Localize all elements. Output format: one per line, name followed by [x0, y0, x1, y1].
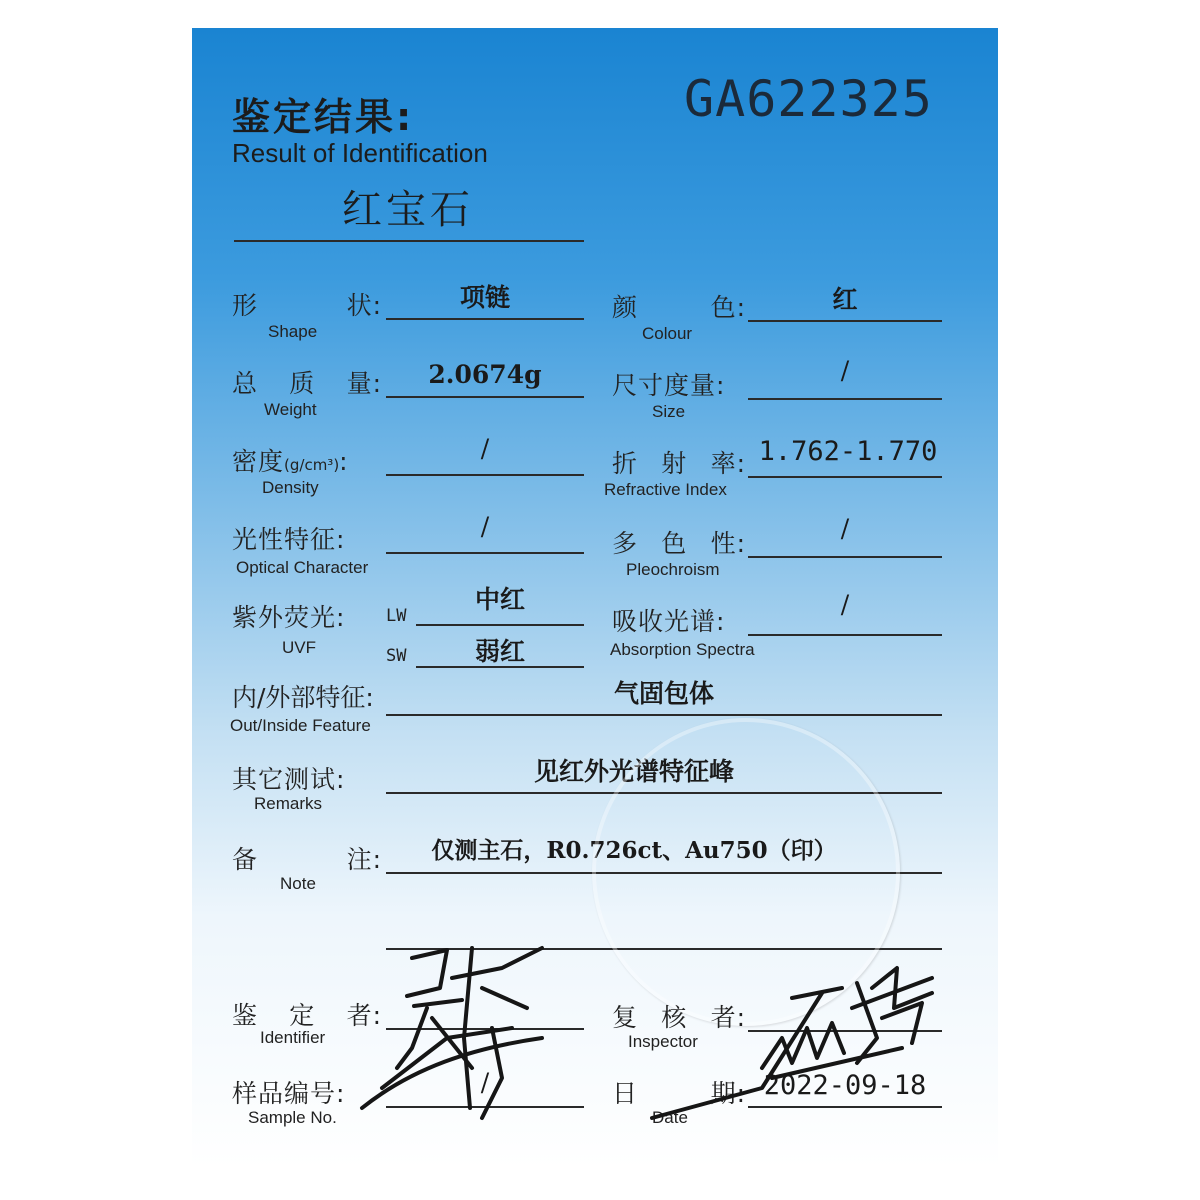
density-label: 密度(g/cm³):: [232, 447, 349, 476]
sample-no-label: 样品编号:: [232, 1079, 346, 1108]
sample-no-label-en: Sample No.: [248, 1108, 337, 1127]
title-english: Result of Identification: [232, 138, 488, 168]
weight-underline: [386, 396, 584, 398]
absorption-spectra-label-en: Absorption Spectra: [610, 640, 755, 659]
note-label: 备 注:: [232, 845, 382, 874]
size-label: 尺寸度量:: [612, 371, 726, 400]
shape-label: 形 状:: [232, 291, 382, 320]
certificate-card: [192, 28, 998, 1168]
pleochroism-underline: [748, 556, 942, 558]
note-label-en: Note: [280, 874, 316, 893]
colour-label: 颜 色:: [612, 293, 746, 322]
date-label-en: Date: [652, 1108, 688, 1127]
feature-value: 气固包体: [613, 679, 714, 708]
uvf-lw-label: LW: [386, 606, 407, 626]
remarks-label-en: Remarks: [254, 794, 323, 813]
sample-no-value: /: [480, 1068, 490, 1097]
pleochroism-value: /: [840, 514, 850, 543]
refractive-index-underline: [748, 476, 942, 478]
colour-underline: [748, 320, 942, 322]
shape-underline: [386, 318, 584, 320]
weight-label: 总 质 量:: [232, 369, 382, 398]
absorption-spectra-value: /: [840, 590, 850, 619]
optical-character-value: /: [480, 512, 490, 541]
size-value: /: [840, 356, 850, 385]
result-underline: [234, 240, 584, 242]
absorption-spectra-label: 吸收光谱:: [612, 607, 726, 636]
feature-underline: [386, 714, 942, 716]
date-value: 2022-09-18: [763, 1070, 927, 1101]
uvf-lw-value: 中红: [474, 585, 525, 614]
optical-character-label-en: Optical Character: [236, 558, 369, 577]
feature-label: 内/外部特征:: [232, 683, 374, 712]
remarks-label: 其它测试:: [232, 765, 346, 794]
colour-label-en: Colour: [642, 324, 693, 343]
absorption-spectra-underline: [748, 634, 942, 636]
size-label-en: Size: [652, 402, 686, 421]
density-label-en: Density: [262, 478, 319, 497]
identifier-label: 鉴 定 者:: [232, 1001, 382, 1030]
feature-label-en: Out/Inside Feature: [230, 716, 371, 735]
note-value: 仅测主石，R0.726ct、Au750（印）: [431, 837, 837, 864]
refractive-index-label-en: Refractive Index: [604, 480, 727, 499]
shape-label-en: Shape: [268, 322, 318, 341]
size-underline: [748, 398, 942, 400]
identification-result: 红宝石: [342, 187, 474, 233]
pleochroism-label: 多 色 性:: [612, 529, 746, 558]
optical-character-underline: [386, 552, 584, 554]
date-label: 日 期:: [612, 1079, 746, 1108]
pleochroism-label-en: Pleochroism: [626, 560, 720, 579]
identifier-label-en: Identifier: [260, 1028, 326, 1047]
uvf-sw-label: SW: [386, 646, 407, 666]
refractive-index-label: 折 射 率:: [612, 449, 746, 478]
inspector-label-en: Inspector: [628, 1032, 698, 1051]
density-value: /: [480, 434, 490, 463]
uvf-sw-underline: [416, 666, 584, 668]
uvf-sw-value: 弱红: [474, 637, 525, 666]
serial-number: GA622325: [684, 70, 933, 128]
colour-value: 红: [832, 285, 858, 314]
identifier-signature: [352, 918, 552, 1128]
refractive-index-value: 1.762-1.770: [758, 436, 938, 467]
weight-label-en: Weight: [264, 400, 317, 419]
density-underline: [386, 474, 584, 476]
remarks-value: 见红外光谱特征峰: [533, 757, 734, 786]
uvf-label-en: UVF: [282, 638, 316, 657]
uvf-label: 紫外荧光:: [232, 603, 346, 632]
shape-value: 项链: [459, 283, 510, 312]
weight-value: 2.0674g: [428, 360, 542, 389]
title-chinese: 鉴定结果:: [232, 95, 415, 139]
optical-character-label: 光性特征:: [232, 525, 346, 554]
uvf-lw-underline: [416, 624, 584, 626]
inspector-label: 复 核 者:: [612, 1003, 746, 1032]
inspector-signature: [632, 948, 952, 1128]
